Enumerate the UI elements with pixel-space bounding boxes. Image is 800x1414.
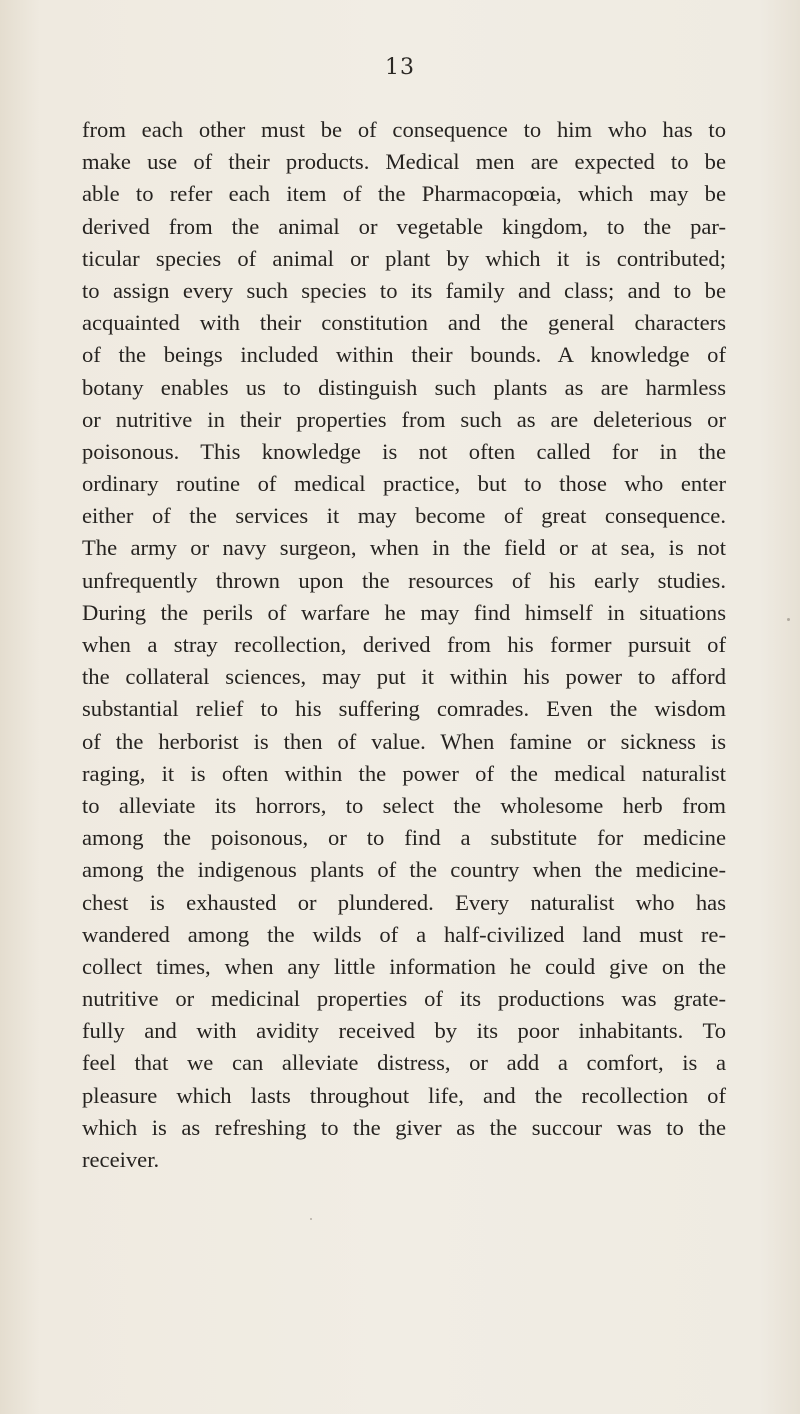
- text-line: The army or navy surgeon, when in the field or at sea, is not: [82, 535, 726, 561]
- text-line: able to refer each item of the Pharmacopœia, which may be: [82, 181, 726, 207]
- text-line: receiver.: [82, 1147, 160, 1172]
- text-line: to alleviate its horrors, to select the wholesome herb from: [82, 792, 726, 818]
- text-line: make use of their products. Medical men are expected to be: [82, 149, 726, 175]
- text-line: of the beings included within their bounds. A knowledge of: [82, 342, 726, 368]
- text-line: chest is exhausted or plundered. Every naturalist who has: [82, 889, 726, 915]
- text-line: collect times, when any little information he could give on the: [82, 953, 726, 979]
- text-line: substantial relief to his suffering comrades. Even the wisdom: [82, 696, 726, 722]
- paper-speck: [787, 618, 790, 621]
- text-line: or nutritive in their properties from such as are deleterious or: [82, 406, 726, 432]
- text-line: fully and with avidity received by its poor inhabitants. To: [82, 1018, 726, 1044]
- text-line: from each other must be of consequence to him who has to: [82, 117, 726, 142]
- body-text: [82, 114, 726, 1176]
- text-line: when a stray recollection, derived from his former pursuit of: [82, 632, 726, 657]
- text-line: acquainted with their constitution and the general characters: [82, 310, 726, 336]
- text-line: wandered among the wilds of a half-civilized land must re-: [82, 921, 726, 947]
- text-line: unfrequently thrown upon the resources of his early studies.: [82, 567, 726, 593]
- text-line: botany enables us to distinguish such plants as are harmless: [82, 374, 726, 400]
- text-line: to assign every such species to its family and class; and to be: [82, 277, 726, 303]
- text-line: which is as refreshing to the giver as the succour was to the: [82, 1114, 726, 1140]
- text-line: ticular species of animal or plant by which it is contributed;: [82, 245, 726, 271]
- text-line: the collateral sciences, may put it within his power to afford: [82, 664, 726, 690]
- text-line: feel that we can alleviate distress, or add a comfort, is a: [82, 1050, 726, 1076]
- text-line: of the herborist is then of value. When famine or sickness is: [82, 728, 726, 754]
- text-line: among the indigenous plants of the country when the medicine-: [82, 857, 726, 883]
- text-line: derived from the animal or vegetable kingdom, to the par-: [82, 213, 726, 239]
- text-line: pleasure which lasts throughout life, and the recollection of: [82, 1082, 726, 1108]
- text-line: raging, it is often within the power of the medical naturalist: [82, 760, 726, 786]
- text-line: nutritive or medicinal properties of its productions was grate-: [82, 986, 726, 1012]
- text-line: ordinary routine of medical practice, but to those who enter: [82, 471, 726, 497]
- paper-speck: [310, 1218, 312, 1220]
- text-line: During the perils of warfare he may find himself in situations: [82, 599, 726, 625]
- text-line: poisonous. This knowledge is not often called for in the: [82, 438, 726, 464]
- text-line: either of the services it may become of great consequence.: [82, 503, 726, 529]
- text-line: among the poisonous, or to find a substitute for medicine: [82, 825, 726, 851]
- page-number: 13: [385, 55, 415, 80]
